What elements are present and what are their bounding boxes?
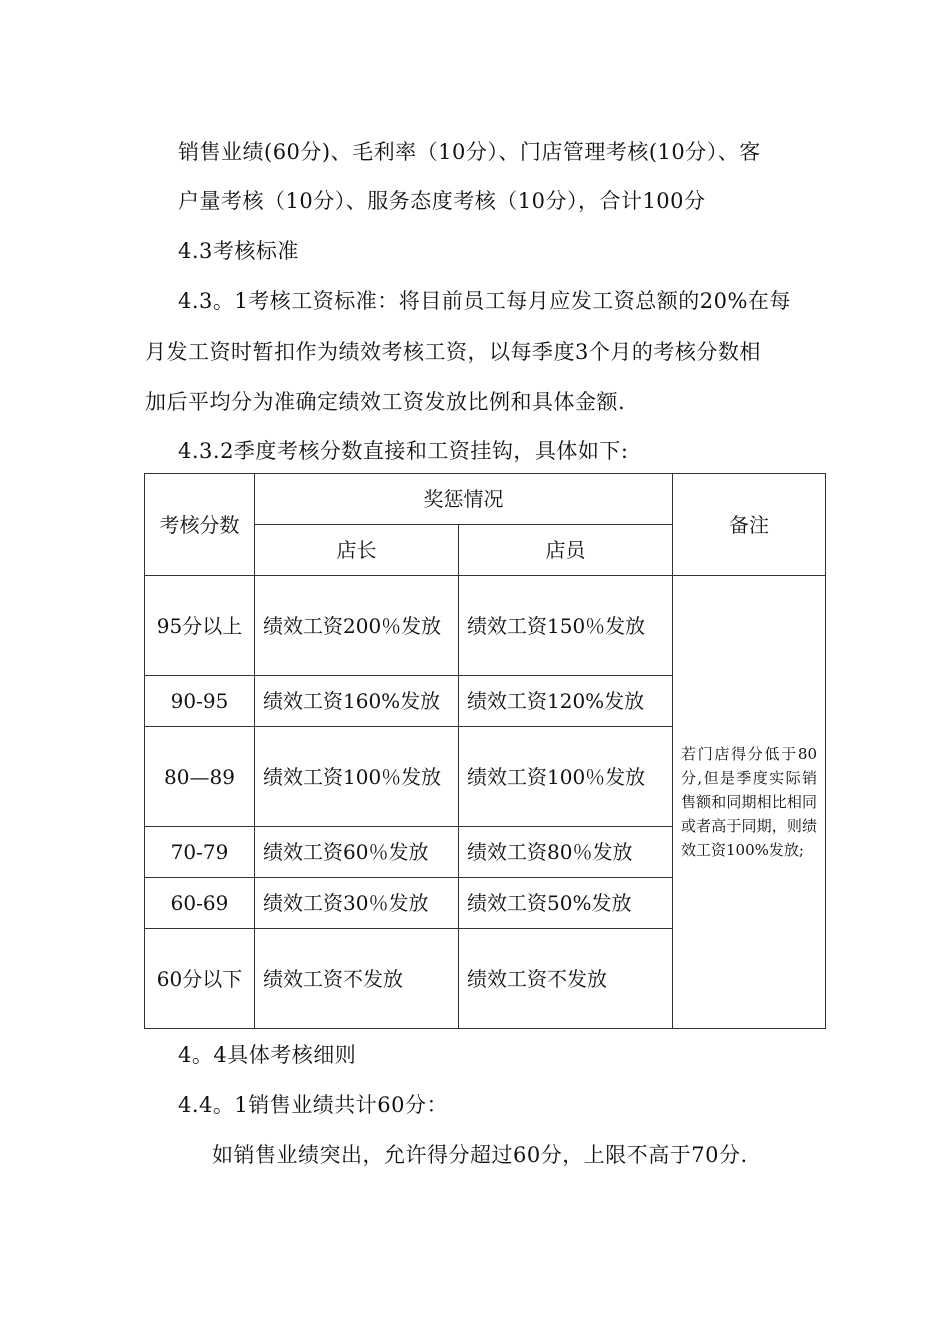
cell-score: 70-79: [145, 827, 255, 878]
header-manager: 店长: [255, 525, 459, 576]
cell-manager: 绩效工资160%发放: [255, 676, 459, 727]
paragraph-line-2: 户量考核（10分）、服务态度考核（10分），合计100分: [178, 189, 706, 213]
cell-note: 若门店得分低于80分,但是季度实际销售额和同期相比相同或者高于同期，则绩效工资100%发放;: [673, 576, 826, 1029]
header-staff: 店员: [459, 525, 673, 576]
cell-score: 90-95: [145, 676, 255, 727]
header-note: 备注: [673, 474, 826, 576]
cell-staff: 绩效工资50%发放: [459, 878, 673, 929]
cell-manager: 绩效工资100％发放: [255, 727, 459, 827]
cell-staff: 绩效工资120%发放: [459, 676, 673, 727]
cell-manager: 绩效工资60％发放: [255, 827, 459, 878]
assessment-table: [144, 473, 826, 1029]
cell-staff: 绩效工资80％发放: [459, 827, 673, 878]
cell-manager: 绩效工资200％发放: [255, 576, 459, 676]
section-heading-4-3: 4.3考核标准: [178, 239, 299, 263]
cell-score: 95分以上: [145, 576, 255, 676]
cell-staff: 绩效工资150％发放: [459, 576, 673, 676]
cell-score: 60分以下: [145, 929, 255, 1029]
paragraph-line-1: 销售业绩(60分)、毛利率（10分）、门店管理考核(10分）、客: [178, 140, 761, 164]
cell-score: 80—89: [145, 727, 255, 827]
cell-manager: 绩效工资不发放: [255, 929, 459, 1029]
header-reward: 奖惩情况: [255, 474, 673, 525]
paragraph-line-4: 4.3。1考核工资标准：将目前员工每月应发工资总额的20%在每: [178, 289, 791, 313]
cell-score: 60-69: [145, 878, 255, 929]
table-row: [145, 576, 826, 676]
header-score: 考核分数: [145, 474, 255, 576]
paragraph-line-7: 4.3.2季度考核分数直接和工资挂钩，具体如下:: [178, 439, 629, 463]
paragraph-line-10: 如销售业绩突出，允许得分超过60分，上限不高于70分.: [212, 1143, 748, 1167]
paragraph-line-6: 加后平均分为准确定绩效工资发放比例和具体金额.: [145, 390, 626, 414]
cell-manager: 绩效工资30％发放: [255, 878, 459, 929]
paragraph-line-5: 月发工资时暂扣作为绩效考核工资，以每季度3个月的考核分数相: [145, 340, 761, 364]
cell-staff: 绩效工资100％发放: [459, 727, 673, 827]
cell-staff: 绩效工资不发放: [459, 929, 673, 1029]
paragraph-line-9: 4.4。1销售业绩共计60分：: [178, 1093, 448, 1117]
section-heading-4-4: 4。4具体考核细则: [178, 1043, 357, 1067]
